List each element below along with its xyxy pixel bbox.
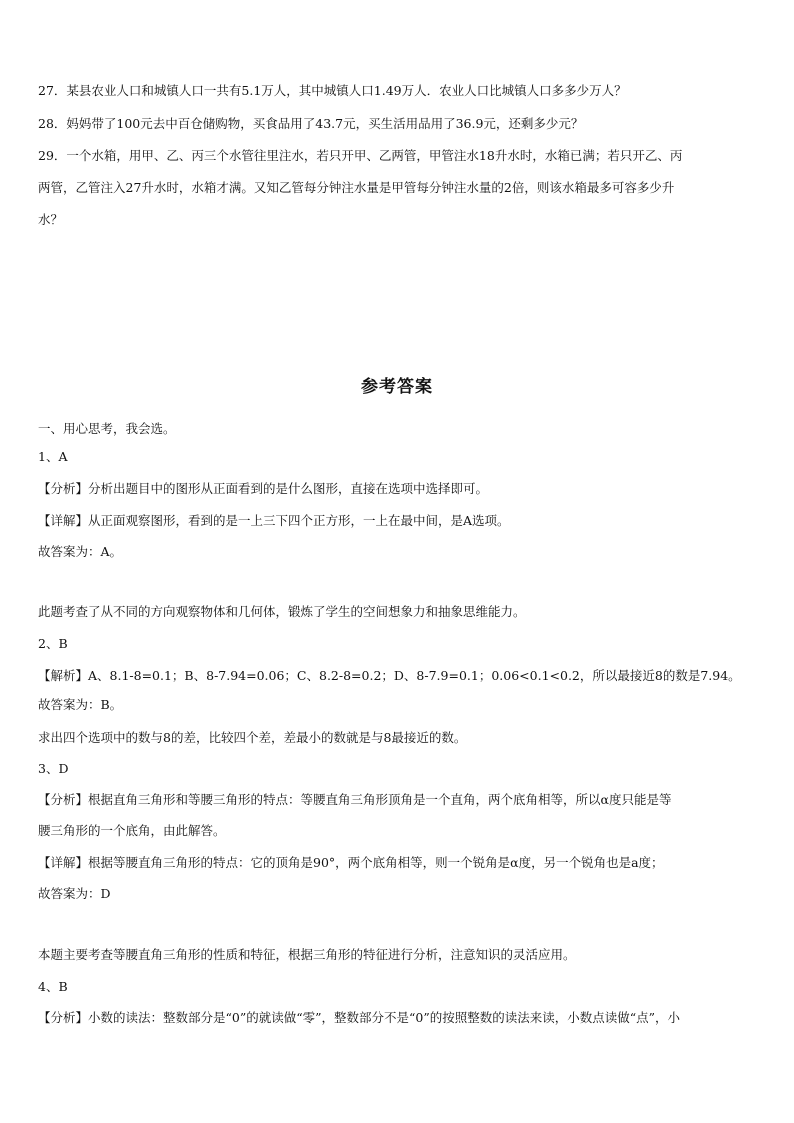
answer-1-analysis: 【分析】分析出题目中的图形从正面看到的是什么图形，直接在选项中选择即可。 [38, 481, 489, 496]
question-27: 27．某县农业人口和城镇人口一共有5.1万人，其中城镇人口1.49万人．农业人口比城镇人口多多少万人？ [38, 83, 627, 98]
answer-section-title: 参考答案 [361, 377, 433, 397]
answer-2-label: 2、B [38, 636, 68, 651]
answer-3-analysis-line-2: 腰三角形的一个底角，由此解答。 [38, 823, 226, 838]
question-28: 28．妈妈带了100元去中百仓储购物，买食品用了43.7元，买生活用品用了36.9元，还剩多少元？ [38, 116, 584, 131]
question-29-line-2: 两管，乙管注入27升水时，水箱才满。又知乙管每分钟注水量是甲管每分钟注水量的2倍，则该水箱最多可容多少升 [38, 180, 675, 195]
question-29-line-3: 水？ [38, 212, 64, 227]
answer-1-result: 故答案为：A。 [38, 544, 123, 559]
answer-1-label: 1、A [38, 449, 68, 464]
section-heading: 一、用心思考，我会选。 [38, 421, 176, 436]
answer-4-analysis: 【分析】小数的读法：整数部分是“0”的就读做“零”，整数部分不是“0”的按照整数的读法来读，小数点读做“点”，小 [38, 1010, 681, 1025]
answer-3-note: 本题主要考查等腰直角三角形的性质和特征，根据三角形的特征进行分析，注意知识的灵活应用。 [38, 947, 576, 962]
answer-1-note: 此题考查了从不同的方向观察物体和几何体，锻炼了学生的空间想象力和抽象思维能力。 [38, 604, 526, 619]
answer-2-explanation: 【解析】A、8.1-8=0.1；B、8-7.94=0.06；C、8.2-8=0.2；D、8-7.9=0.1；0.06<0.1<0.2，所以最接近8的数是7.94。 [38, 668, 741, 683]
answer-1-detail: 【详解】从正面观察图形，看到的是一上三下四个正方形，一上在最中间，是A选项。 [38, 513, 510, 528]
answer-3-analysis-line-1: 【分析】根据直角三角形和等腰三角形的特点：等腰直角三角形顶角是一个直角，两个底角相等，所以α度只能是等 [38, 792, 672, 807]
answer-3-result: 故答案为：D [38, 886, 111, 901]
answer-4-label: 4、B [38, 979, 68, 994]
answer-3-detail: 【详解】根据等腰直角三角形的特点：它的顶角是90°，两个底角相等，则一个锐角是α度，另一个锐角也是a度； [38, 855, 664, 870]
question-29-line-1: 29．一个水箱，用甲、乙、丙三个水管往里注水，若只开甲、乙两管，甲管注水18升水时，水箱已满；若只开乙、丙 [38, 148, 683, 163]
answer-2-note: 求出四个选项中的数与8的差，比较四个差，差最小的数就是与8最接近的数。 [38, 730, 467, 745]
answer-3-label: 3、D [38, 761, 69, 776]
answer-2-result: 故答案为：B。 [38, 697, 123, 712]
